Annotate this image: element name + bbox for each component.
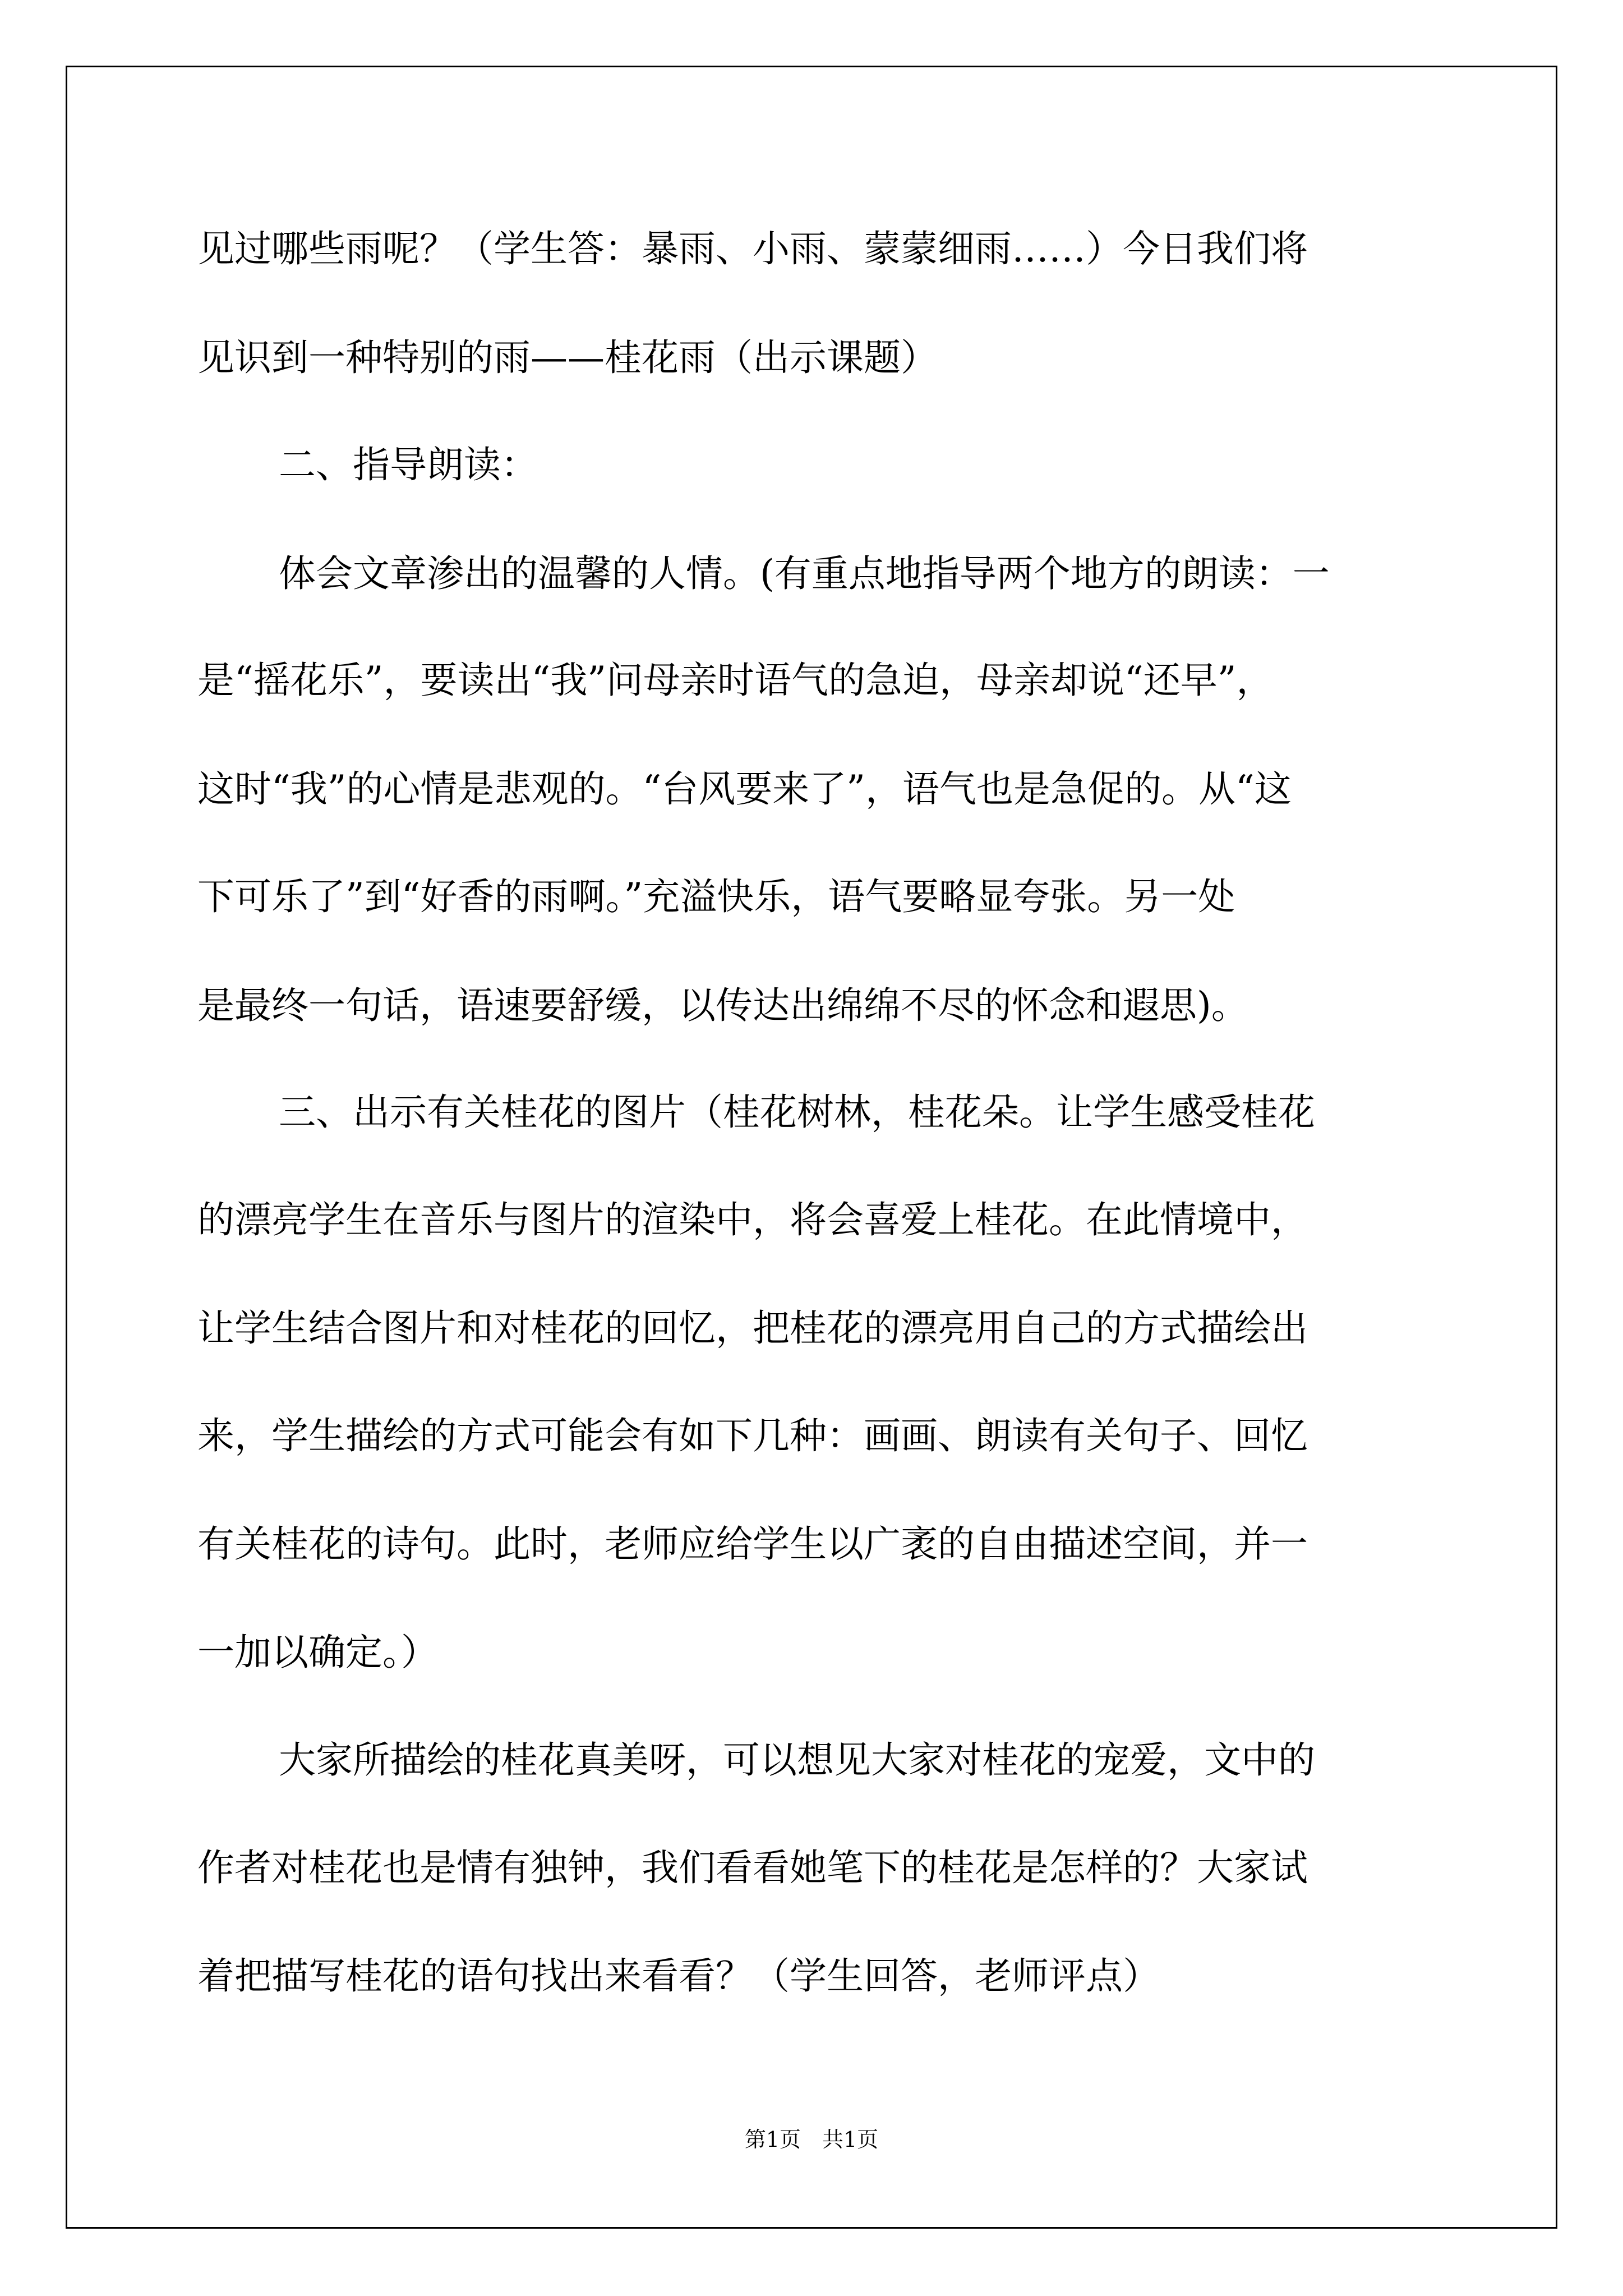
text-line: 一加以确定。） [197,1631,438,1674]
text-line: 下可乐了”到“好香的雨啊。”充溢快乐，语气要略显夸张。另一处 [197,875,1235,918]
text-line: 作者对桂花也是情有独钟，我们看看她笔下的桂花是怎样的？大家试 [197,1846,1308,1889]
text-line: 着把描写桂花的语句找出来看看？（学生回答，老师评点） [197,1954,1160,1998]
page-number-footer: 第1页 共1页 [744,2127,879,2152]
text-line: 体会文章渗出的温馨的人情。(有重点地指导两个地方的朗读：一 [279,552,1330,595]
page-border [66,66,1557,2229]
section-heading: 二、指导朗读： [279,443,538,486]
text-line: 是“摇花乐”，要读出“我”问母亲时语气的急迫，母亲却说“还早”， [197,659,1274,702]
text-line: 见过哪些雨呢？（学生答：暴雨、小雨、蒙蒙细雨……）今日我们将 [197,227,1308,270]
text-line: 来，学生描绘的方式可能会有如下几种：画画、朗读有关句子、回忆 [197,1414,1308,1457]
text-line: 大家所描绘的桂花真美呀，可以想见大家对桂花的宠爱，文中的 [279,1738,1315,1782]
text-line: 让学生结合图片和对桂花的回忆，把桂花的漂亮用自己的方式描绘出 [197,1306,1308,1350]
text-line: 三、出示有关桂花的图片（桂花树林，桂花朵。让学生感受桂花 [279,1091,1315,1134]
text-line: 有关桂花的诗句。此时，老师应给学生以广袤的自由描述空间，并一 [197,1522,1308,1566]
text-line: 这时“我”的心情是悲观的。“台风要来了”，语气也是急促的。从“这 [197,767,1292,811]
text-line: 是最终一句话，语速要舒缓，以传达出绵绵不尽的怀念和遐思)。 [197,984,1248,1027]
text-line: 的漂亮学生在音乐与图片的渲染中，将会喜爱上桂花。在此情境中， [197,1198,1308,1241]
text-line: 见识到一种特别的雨——桂花雨（出示课题） [197,336,938,379]
